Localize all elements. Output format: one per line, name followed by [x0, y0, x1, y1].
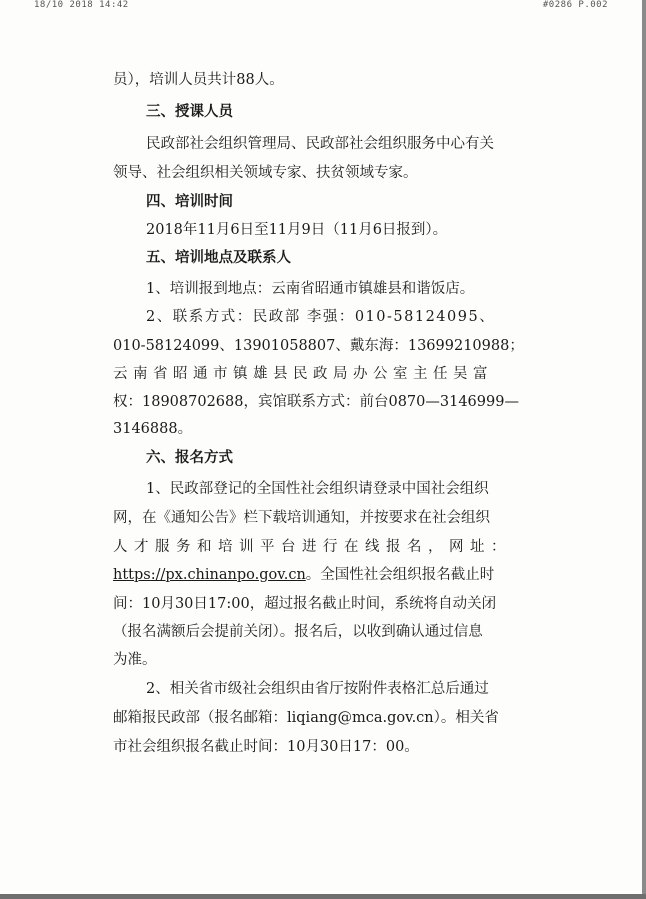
text-line: 2、联系方式：民政部 李强：010-58124095、	[146, 309, 496, 325]
text-line: （报名满额后会提前关闭）。报名后，以收到确认通过信息	[113, 624, 483, 640]
text-line: 2、相关省市级社会组织由省厅按附件表格汇总后通过	[146, 681, 489, 697]
text-line: 2018年11月6日至11月9日（11月6日报到）。	[146, 222, 448, 238]
fax-page-number: #0286 P.002	[542, 0, 608, 10]
scan-edge-right	[642, 0, 646, 899]
text-line: 人才服务和培训平台进行在线报名，网址：	[113, 539, 512, 555]
text-line: 3146888。	[113, 421, 193, 437]
text-line: 民政部社会组织管理局、民政部社会组织服务中心有关	[146, 136, 494, 152]
text-line: 领导、社会组织相关领域专家、扶贫领域专家。	[113, 165, 418, 181]
text-line: 为准。	[113, 652, 157, 668]
text-line	[113, 565, 494, 585]
text-line: 1、民政部登记的全国性社会组织请登录中国社会组织	[146, 481, 489, 497]
scan-edge-bottom	[0, 894, 646, 899]
text-line-tail: 。全国性社会组织报名截止时	[305, 567, 495, 583]
text-line: 员），培训人员共计88人。	[113, 72, 284, 88]
section-heading-registration: 六、报名方式	[146, 450, 233, 466]
section-heading-location: 五、培训地点及联系人	[146, 250, 291, 266]
text-line: 1、培训报到地点：云南省昭通市镇雄县和谐饭店。	[146, 281, 475, 297]
fax-timestamp: 18/10 2018 14:42	[34, 0, 129, 10]
text-line: 010-58124099、13901058807、戴东海：13699210988；	[113, 338, 524, 354]
text-line: 权：18908702688，宾馆联系方式：前台0870—3146999—	[113, 394, 519, 410]
section-heading-time: 四、培训时间	[146, 194, 233, 210]
section-heading-instructors: 三、授课人员	[146, 104, 233, 120]
text-line: 云南省昭通市镇雄县民政局办公室主任吴富	[113, 366, 493, 382]
text-line: 间：10月30日17:00，超过报名截止时间，系统将自动关闭	[113, 596, 497, 612]
text-line: 邮箱报民政部（报名邮箱：liqiang@mca.gov.cn）。相关省	[113, 710, 499, 726]
text-line: 市社会组织报名截止时间：10月30日17：00。	[113, 739, 419, 755]
registration-url-link[interactable]: https://px.chinanpo.gov.cn	[113, 567, 306, 583]
text-line: 网，在《通知公告》栏下载培训通知，并按要求在社会组织	[113, 510, 490, 526]
